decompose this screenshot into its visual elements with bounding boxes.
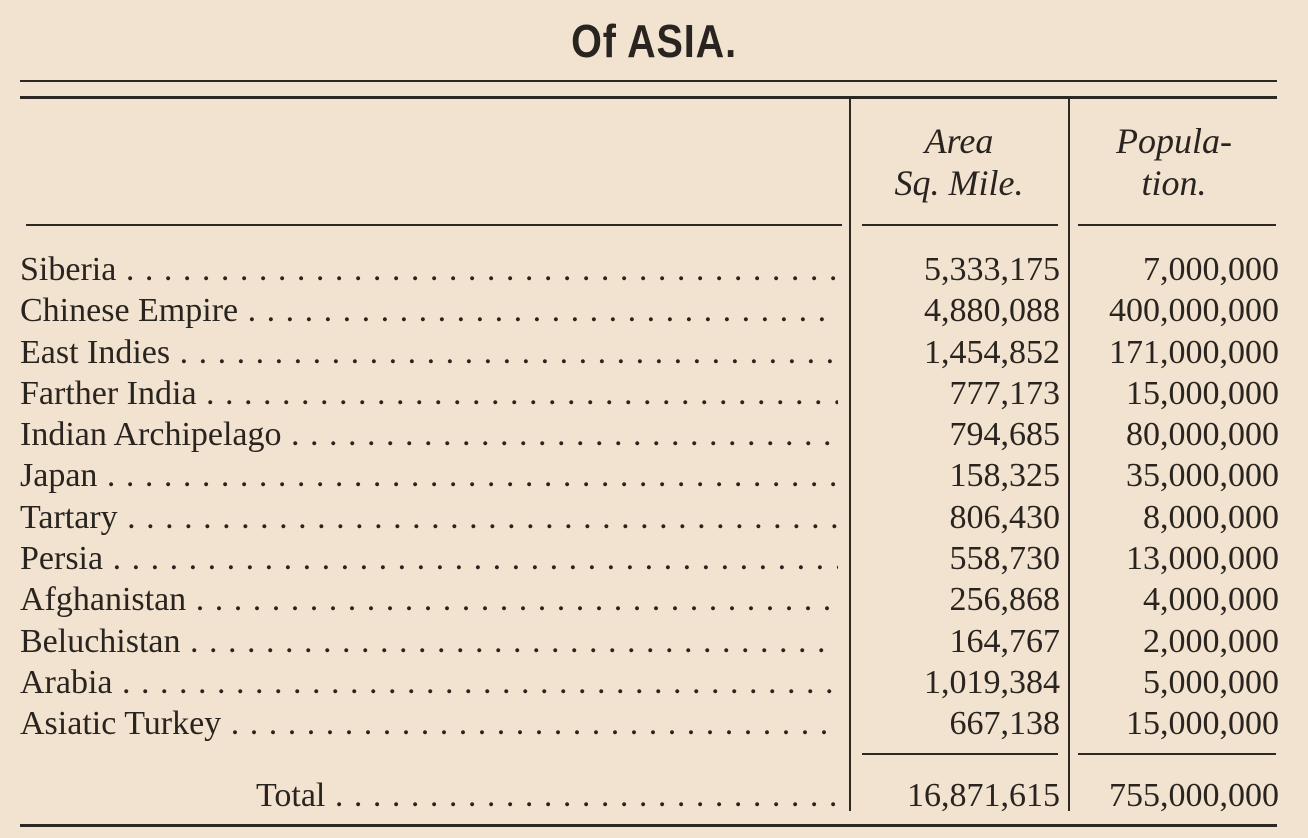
area-value: 5,333,175 xyxy=(924,251,1060,288)
table-row xyxy=(0,538,1308,579)
area-value: 794,685 xyxy=(949,416,1060,454)
country-name: Japan . . . xyxy=(20,455,838,496)
table-row xyxy=(0,455,1308,496)
population-value: 15,000,000 xyxy=(1126,705,1279,743)
bottom-rule xyxy=(20,824,1277,827)
country-name: Siberia . . . xyxy=(20,249,838,290)
country-name: East Indies . . . xyxy=(20,332,838,373)
population-header-line-2: tion. xyxy=(1141,163,1207,203)
table-row xyxy=(0,497,1308,538)
area-value: 164,767 xyxy=(949,622,1060,660)
country-name: Indian Archipelago . . . xyxy=(20,414,838,455)
table-row xyxy=(0,332,1308,373)
population-value: 400,000,000 xyxy=(1109,292,1279,330)
total-population-value: 755,000,000 xyxy=(1109,777,1279,814)
sum-rule-population xyxy=(1078,753,1276,755)
country-name: Tartary . . . xyxy=(20,497,838,538)
table-row xyxy=(0,414,1308,455)
table-body xyxy=(0,249,1308,745)
table-row xyxy=(0,703,1308,744)
population-value: 4,000,000 xyxy=(1143,581,1279,619)
total-label: Total . . . xyxy=(256,775,838,816)
area-value: 256,868 xyxy=(949,581,1060,619)
header-rule-area xyxy=(862,224,1058,226)
top-rule xyxy=(20,80,1277,82)
area-value: 667,138 xyxy=(949,705,1060,743)
population-value: 80,000,000 xyxy=(1126,416,1279,454)
area-header-line-2: Sq. Mile. xyxy=(894,163,1024,203)
table-row xyxy=(0,290,1308,331)
country-name: Arabia . . . xyxy=(20,662,838,703)
area-value: 4,880,088 xyxy=(924,292,1060,330)
table-row xyxy=(0,373,1308,414)
population-value: 35,000,000 xyxy=(1126,457,1279,495)
population-header-line-1: Popula- xyxy=(1116,121,1232,161)
area-value: 777,173 xyxy=(949,374,1060,412)
population-value: 5,000,000 xyxy=(1143,663,1279,701)
table-row xyxy=(0,662,1308,703)
country-name: Persia . . . xyxy=(20,538,838,579)
table-row xyxy=(0,249,1308,290)
country-name: Beluchistan . . . xyxy=(20,621,838,662)
header-rule-population xyxy=(1078,224,1276,226)
population-value: 15,000,000 xyxy=(1126,374,1279,412)
country-name: Farther India . . . xyxy=(20,373,838,414)
area-value: 806,430 xyxy=(949,498,1060,536)
area-header-line-1: Area xyxy=(924,121,994,161)
area-value: 1,454,852 xyxy=(924,333,1060,371)
population-column-header xyxy=(1070,120,1278,204)
area-value: 158,325 xyxy=(949,457,1060,495)
area-value: 558,730 xyxy=(949,540,1060,578)
country-name: Chinese Empire . . . xyxy=(20,290,838,331)
population-value: 171,000,000 xyxy=(1109,333,1279,371)
header-rule-names xyxy=(26,224,842,226)
area-value: 1,019,384 xyxy=(924,663,1060,701)
population-value: 13,000,000 xyxy=(1126,540,1279,578)
country-name: Asiatic Turkey . . . xyxy=(20,703,838,744)
country-name: Afghanistan . . . xyxy=(20,579,838,620)
page-title: Of ASIA. xyxy=(571,15,737,67)
top-double-rule xyxy=(20,96,1277,99)
population-value: 7,000,000 xyxy=(1143,251,1279,288)
area-column-header xyxy=(852,120,1066,204)
table-row xyxy=(0,579,1308,620)
total-area-value: 16,871,615 xyxy=(907,777,1060,814)
population-value: 8,000,000 xyxy=(1143,498,1279,536)
table-row xyxy=(0,621,1308,662)
sum-rule-area xyxy=(862,753,1058,755)
population-value: 2,000,000 xyxy=(1143,622,1279,660)
